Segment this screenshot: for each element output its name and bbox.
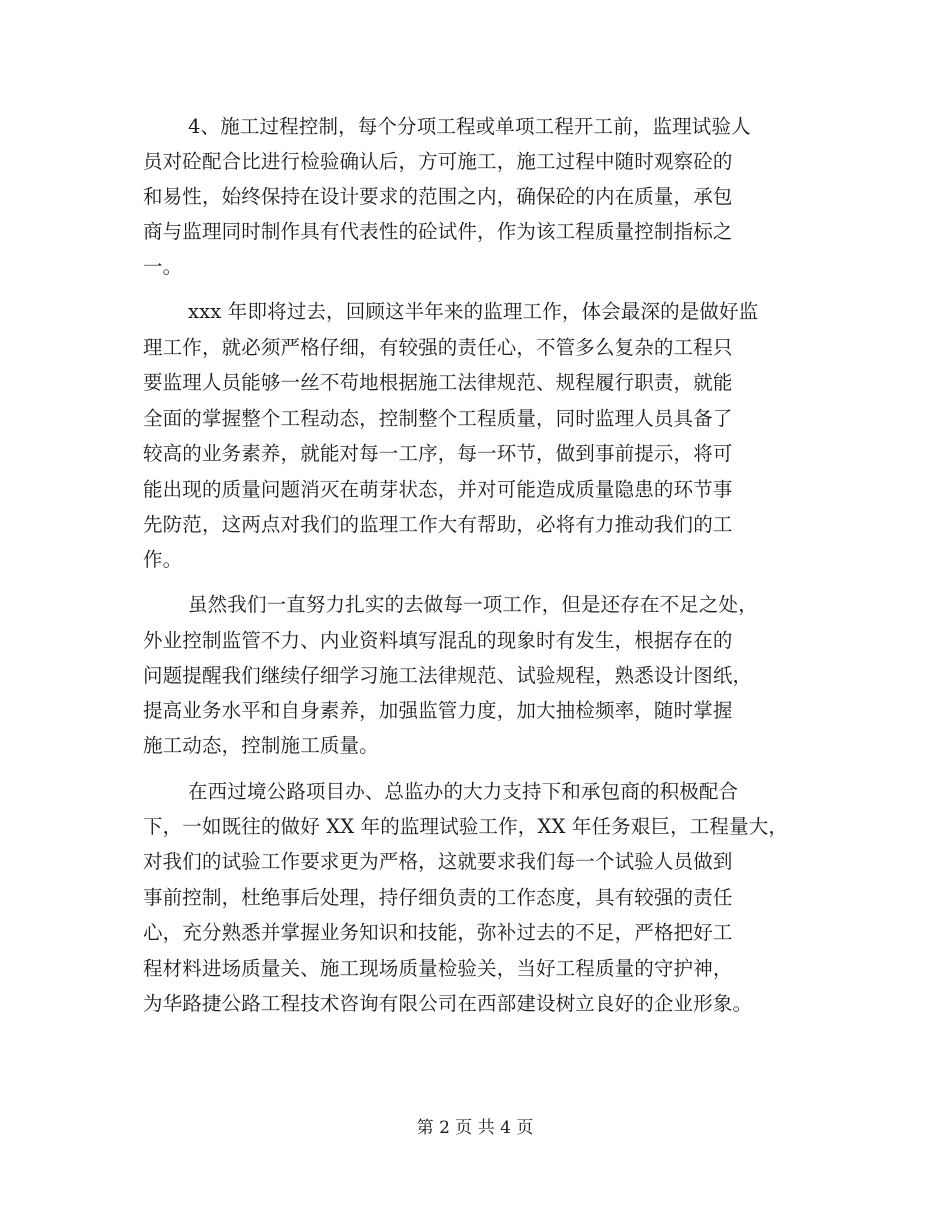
paragraph-2-line-7: 先防范，这两点对我们的监理工作大有帮助，必将有力推动我们的工 xyxy=(143,513,733,536)
paragraph-2-line-1: xxx 年即将过去，回顾这半年来的监理工作，体会最深的是做好监 xyxy=(188,300,759,323)
paragraph-4-line-5: 心，充分熟悉并掌握业务知识和技能，弥补过去的不足，严格把好工 xyxy=(143,921,733,944)
paragraph-2-line-6: 能出现的质量问题消灭在萌芽状态，并对可能造成质量隐患的环节事 xyxy=(143,478,733,501)
paragraph-3-line-1: 虽然我们一直努力扎实的去做每一项工作，但是还存在不足之处， xyxy=(188,593,758,616)
paragraph-3-line-4: 提高业务水平和自身素养，加强监管力度，加大抽检频率，随时掌握 xyxy=(143,699,733,722)
paragraph-1-line-1: 4、施工过程控制，每个分项工程或单项工程开工前，监理试验人 xyxy=(188,115,751,138)
paragraph-1-line-5: 一。 xyxy=(143,255,183,278)
paragraph-4-line-7: 为华路捷公路工程技术咨询有限公司在西部建设树立良好的企业形象。 xyxy=(143,992,753,1015)
paragraph-3-line-2: 外业控制监管不力、内业资料填写混乱的现象时有发生，根据存在的 xyxy=(143,629,733,652)
paragraph-4-line-1: 在西过境公路项目办、总监办的大力支持下和承包商的积极配合 xyxy=(188,780,739,803)
paragraph-3-line-5: 施工动态，控制施工质量。 xyxy=(143,734,379,757)
paragraph-2-line-3: 要监理人员能够一丝不苟地根据施工法律规范、规程履行职责，就能 xyxy=(143,371,733,394)
paragraph-4-line-6: 程材料进场质量关、施工现场质量检验关，当好工程质量的守护神， xyxy=(143,957,733,980)
paragraph-1-line-2: 员对砼配合比进行检验确认后，方可施工，施工过程中随时观察砼的 xyxy=(143,150,733,173)
paragraph-4-line-4: 事前控制，杜绝事后处理，持仔细负责的工作态度，具有较强的责任 xyxy=(143,886,733,909)
paragraph-2-line-5: 较高的业务素养，就能对每一工序，每一环节，做到事前提示，将可 xyxy=(143,442,733,465)
paragraph-2-line-2: 理工作，就必须严格仔细，有较强的责任心，不管多么复杂的工程只 xyxy=(143,336,733,359)
paragraph-4-line-2: 下，一如既往的做好 XX 年的监理试验工作，XX 年任务艰巨，工程量大， xyxy=(143,815,789,838)
paragraph-4-line-3: 对我们的试验工作要求更为严格，这就要求我们每一个试验人员做到 xyxy=(143,850,733,873)
paragraph-1-line-3: 和易性，始终保持在设计要求的范围之内，确保砼的内在质量，承包 xyxy=(143,185,733,208)
paragraph-3-line-3: 问题提醒我们继续仔细学习施工法律规范、试验规程，熟悉设计图纸， xyxy=(143,664,753,687)
page-number-footer: 第 2 页 共 4 页 xyxy=(416,1118,534,1138)
paragraph-1-line-4: 商与监理同时制作具有代表性的砼试件，作为该工程质量控制指标之 xyxy=(143,220,733,243)
paragraph-2-line-8: 作。 xyxy=(143,548,183,571)
paragraph-2-line-4: 全面的掌握整个工程动态，控制整个工程质量，同时监理人员具备了 xyxy=(143,407,733,430)
